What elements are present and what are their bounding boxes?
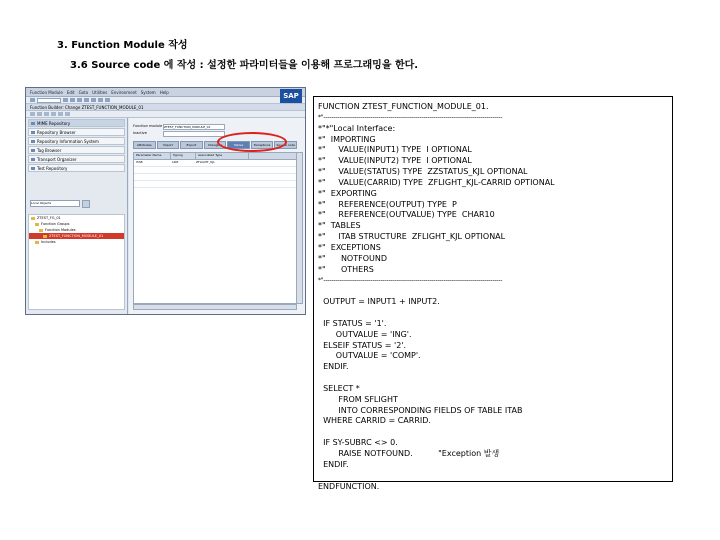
nav-item-label: MIME Repository <box>37 120 71 126</box>
sap-standard-toolbar <box>26 97 305 104</box>
command-field[interactable] <box>37 98 61 103</box>
code-line: ELSEIF STATUS = '2'. <box>318 340 407 350</box>
tab-exceptions[interactable]: Exceptions <box>251 141 274 149</box>
nav-item-label: Test Repository <box>37 165 68 171</box>
sap-application-toolbar <box>26 111 305 118</box>
print-icon[interactable] <box>91 98 96 102</box>
nav-item-label: Tag Browser <box>37 147 62 153</box>
code-line: WHERE CARRID = CARRID. <box>318 416 431 426</box>
sap-menubar <box>26 88 305 97</box>
folder-icon <box>39 229 43 232</box>
folder-icon <box>31 140 35 143</box>
code-line <box>318 373 672 384</box>
table-row-empty[interactable] <box>134 174 296 181</box>
tab-tables[interactable]: Tables <box>227 141 250 149</box>
folder-icon <box>35 223 39 226</box>
table-row-empty[interactable] <box>134 167 296 174</box>
nav-item-label: Repository Browser <box>37 129 76 135</box>
object-tree <box>28 214 125 310</box>
code-line: *" VALUE(STATUS) TYPE ZZSTATUS_KJL OPTIONAL <box>318 167 528 177</box>
parameter-table <box>133 152 297 304</box>
sap-screenshot <box>25 87 306 315</box>
source-code-tab-highlight <box>217 132 287 152</box>
tab-import[interactable]: Import <box>157 141 180 149</box>
table-header <box>134 153 296 160</box>
nav-item[interactable] <box>28 155 125 163</box>
activate-icon[interactable] <box>44 112 49 116</box>
menu-item[interactable]: Edit <box>66 89 75 95</box>
sap-screen-title: Function Builder: Change ZTEST_FUNCTION_MODULE_01 <box>26 104 305 111</box>
menu-item[interactable]: Environment <box>111 89 137 95</box>
code-line: *" VALUE(CARRID) TYPE ZFLIGHT_KJL-CARRID OPTIONAL <box>318 177 555 187</box>
tab-source-code[interactable]: Source code <box>274 141 297 149</box>
code-line: RAISE NOTFOUND. "Exception 발생 <box>318 449 500 458</box>
table-cell[interactable]: ITAB <box>136 160 143 164</box>
code-line: *"*"Local Interface: <box>318 123 396 133</box>
object-selection-field[interactable]: Local Objects <box>30 200 80 207</box>
status-label: Inactive <box>133 131 147 135</box>
code-line <box>318 286 672 297</box>
code-line: *" EXCEPTIONS <box>318 242 381 252</box>
table-cell[interactable]: LIKE <box>172 160 179 164</box>
code-line: ENDIF. <box>318 459 349 469</box>
nav-item-label: Transport Organizer <box>37 156 77 162</box>
code-line: FUNCTION ZTEST_FUNCTION_MODULE_01. <box>318 102 489 111</box>
cancel-icon[interactable] <box>84 98 89 102</box>
folder-icon <box>31 149 35 152</box>
code-line: *" REFERENCE(OUTPUT) TYPE P <box>318 199 457 209</box>
save-icon[interactable] <box>63 98 68 102</box>
menu-item[interactable]: Help <box>159 89 169 95</box>
code-line: *" ITAB STRUCTURE ZFLIGHT_KJL OPTIONAL <box>318 232 506 242</box>
status-field <box>163 131 225 137</box>
code-line: *" IMPORTING <box>318 134 376 144</box>
function-icon <box>43 235 47 238</box>
test-icon[interactable] <box>51 112 56 116</box>
code-line: ENDFUNCTION. <box>318 481 380 491</box>
code-line: INTO CORRESPONDING FIELDS OF TABLE ITAB <box>318 405 523 415</box>
code-line: *" OTHERS <box>318 264 374 274</box>
object-navigator <box>26 118 128 314</box>
code-line: *"------------------------------------------------------------------------------------------- <box>318 276 503 284</box>
code-line: *" TABLES <box>318 221 361 231</box>
code-line: ENDIF. <box>318 362 349 372</box>
vertical-scrollbar[interactable] <box>296 152 303 304</box>
column-header[interactable]: Associated Type <box>196 153 249 159</box>
table-cell[interactable]: ZFLIGHT_KJL <box>196 160 215 164</box>
folder-icon <box>31 167 35 170</box>
folder-icon <box>31 122 35 125</box>
code-line: *" VALUE(INPUT1) TYPE I OPTIONAL <box>318 145 472 155</box>
code-line: IF SY-SUBRC <> 0. <box>318 438 398 448</box>
tab-attributes[interactable]: Attributes <box>133 141 156 149</box>
code-line: OUTVALUE = 'COMP'. <box>318 351 421 361</box>
find-icon[interactable] <box>98 98 103 102</box>
nav-item[interactable] <box>28 128 125 136</box>
tree-node-label: ZTEST_FG_01 <box>37 216 61 220</box>
tab-export[interactable]: Export <box>180 141 203 149</box>
folder-icon <box>31 131 35 134</box>
source-code-panel <box>313 96 673 491</box>
function-module-label: Function module <box>133 124 163 128</box>
slide-subheading: 3.6 Source code 에 작성 : 설정한 파라미터들을 이용해 프로그래밍을 한다. <box>70 60 419 71</box>
nav-item-label: Repository Information System <box>37 138 99 144</box>
tree-node-label: Function Groups <box>41 222 70 226</box>
function-module-field[interactable]: ZTEST_FUNCTION_MODULE_01 <box>163 124 225 130</box>
nav-item[interactable] <box>28 119 125 127</box>
code-line <box>318 471 672 482</box>
code-line: *" NOTFOUND <box>318 253 388 263</box>
code-line: SELECT * <box>318 383 360 393</box>
horizontal-scrollbar[interactable] <box>133 304 297 310</box>
display-change-icon[interactable] <box>30 112 35 116</box>
code-line: IF STATUS = '1'. <box>318 318 387 328</box>
menu-item[interactable]: Function Module <box>30 89 63 95</box>
pattern-icon[interactable] <box>65 112 70 116</box>
menu-item[interactable]: Goto <box>78 89 89 95</box>
menu-item[interactable]: Utilities <box>92 89 108 95</box>
code-line: FROM SFLIGHT <box>318 394 398 404</box>
code-line: OUTPUT = INPUT1 + INPUT2. <box>318 297 440 307</box>
enter-icon[interactable] <box>30 98 35 102</box>
code-line: *"------------------------------------------------------------------------------------------- <box>318 113 503 121</box>
code-line: OUTVALUE = 'ING'. <box>318 329 412 339</box>
folder-icon <box>35 241 39 244</box>
back-icon[interactable] <box>70 98 75 102</box>
column-header[interactable]: Typing <box>171 153 196 159</box>
tree-node[interactable] <box>29 239 124 245</box>
nav-item[interactable] <box>28 146 125 154</box>
tree-node-label: ZTEST_FUNCTION_MODULE_01 <box>49 234 104 238</box>
nav-item[interactable] <box>28 164 125 172</box>
code-line: *" EXPORTING <box>318 188 377 198</box>
slide-heading: 3. Function Module 작성 <box>57 40 188 51</box>
code-line <box>318 308 672 319</box>
folder-icon <box>31 158 35 161</box>
nav-item[interactable] <box>28 137 125 145</box>
tree-node-label: Includes <box>41 240 56 244</box>
table-row-empty[interactable] <box>134 181 296 188</box>
menu-item[interactable]: System <box>140 89 156 95</box>
help-icon[interactable] <box>105 98 110 102</box>
code-line <box>318 427 672 438</box>
code-line: *" VALUE(INPUT2) TYPE I OPTIONAL <box>318 156 472 166</box>
exit-icon[interactable] <box>77 98 82 102</box>
folder-icon <box>31 217 35 220</box>
check-icon[interactable] <box>37 112 42 116</box>
dropdown-icon[interactable] <box>82 200 90 208</box>
code-line: *" REFERENCE(OUTVALUE) TYPE CHAR10 <box>318 210 495 220</box>
tab-changing[interactable]: Changing <box>204 141 227 149</box>
tree-node-label: Function Modules <box>45 228 76 232</box>
column-header[interactable]: Parameter Name <box>134 153 171 159</box>
where-used-icon[interactable] <box>58 112 63 116</box>
table-row[interactable] <box>134 160 296 167</box>
sap-logo: SAP <box>280 89 302 103</box>
